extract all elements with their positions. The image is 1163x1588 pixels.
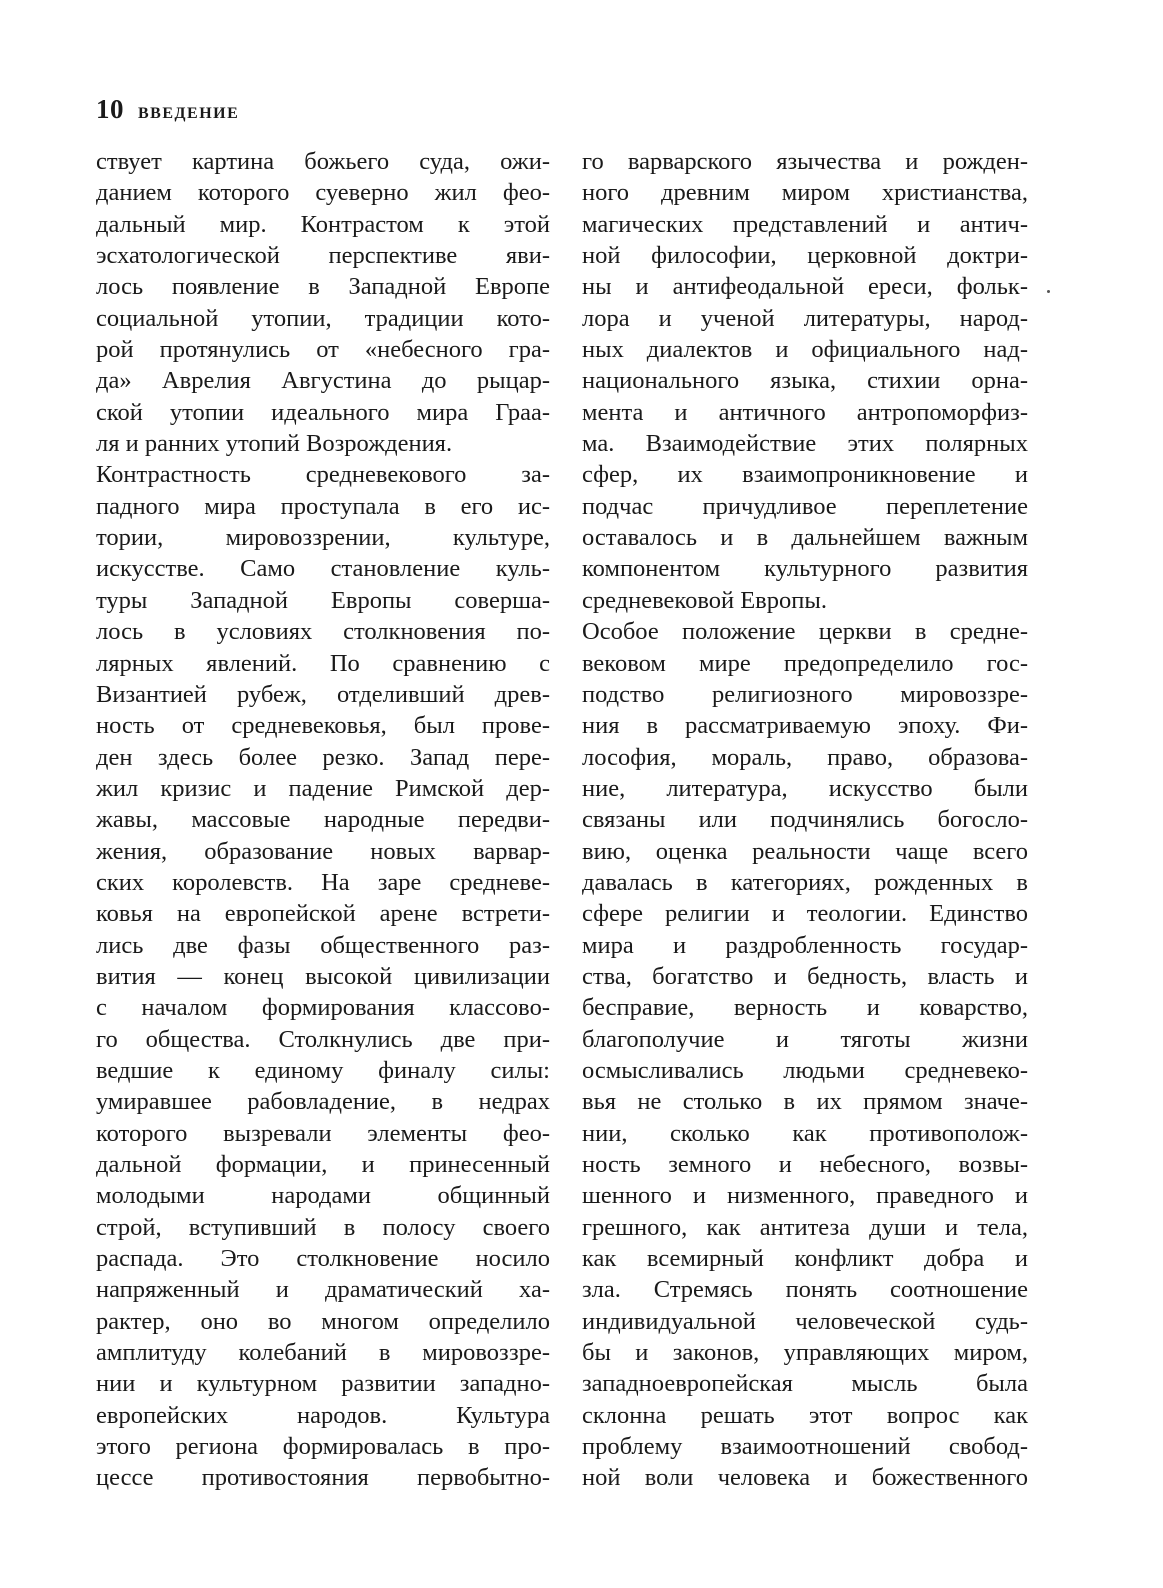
text-line: ских королевств. На заре средневе- <box>96 868 550 896</box>
text-line: искусстве. Само становление куль- <box>96 555 550 583</box>
left-text-column <box>96 146 550 1494</box>
text-line: с началом формирования классово- <box>96 994 550 1022</box>
text-line: склонна решать этот вопрос как <box>582 1401 1028 1429</box>
text-line: национального языка, стихии орна- <box>582 367 1028 395</box>
text-line: давалась в категориях, рожденных в <box>582 868 1028 896</box>
text-line: лись две фазы общественного раз- <box>96 931 550 959</box>
text-line: да» Аврелия Августина до рыцар- <box>96 367 550 395</box>
text-line: оставалось и в дальнейшем важным <box>582 524 1028 552</box>
text-line: ской утопии идеального мира Граа- <box>96 398 550 426</box>
text-line: бы и законов, управляющих миром, <box>582 1339 1028 1367</box>
text-line: ной воли человека и божественного <box>582 1464 1028 1492</box>
text-line: вья не столько в их прямом значе- <box>582 1088 1028 1116</box>
text-line: го общества. Столкнулись две при- <box>96 1025 550 1053</box>
text-line: го варварского язычества и рожден- <box>582 148 1028 175</box>
text-line: ден здесь более резко. Запад пере- <box>96 743 550 771</box>
text-line: ма. Взаимодействие этих полярных <box>582 430 1028 458</box>
text-line: бесправие, верность и коварство, <box>582 994 1028 1022</box>
text-line: Контрастность средневекового за- <box>96 461 550 489</box>
text-line: социальной утопии, традиции кото- <box>96 304 550 332</box>
text-line: вию, оценка реальности чаще всего <box>582 837 1028 865</box>
text-line: лось в условиях столкновения по- <box>96 618 550 646</box>
text-line: лось появление в Западной Европе <box>96 273 550 301</box>
text-line: ны и антифеодальной ереси, фольк- <box>582 273 1028 301</box>
text-line: нии и культурном развитии западно- <box>96 1370 550 1398</box>
text-line: шенного и низменного, праведного и <box>582 1182 1028 1210</box>
text-line: благополучие и тяготы жизни <box>582 1025 1028 1053</box>
text-line: амплитуду колебаний в мировоззре- <box>96 1339 550 1367</box>
text-line: строй, вступивший в полосу своего <box>96 1213 550 1241</box>
text-line: как всемирный конфликт добра и <box>582 1245 1028 1273</box>
text-line: связаны или подчинялись богосло- <box>582 806 1028 834</box>
text-line: тории, мировоззрении, культуре, <box>96 524 550 552</box>
text-line: ного древним миром христианства, <box>582 179 1028 207</box>
text-line: компонентом культурного развития <box>582 555 1028 583</box>
text-line: напряженный и драматический ха- <box>96 1276 550 1304</box>
text-line: подчас причудливое переплетение <box>582 492 1028 520</box>
text-line: ля и ранних утопий Возрождения. <box>96 430 453 458</box>
text-line: ства, богатство и бедность, власть и <box>582 962 1028 990</box>
text-line: ния в рассматриваемую эпоху. Фи- <box>582 712 1028 740</box>
text-line: рой протянулись от «небесного гра- <box>96 336 550 364</box>
text-line: магических представлений и антич- <box>582 210 1028 238</box>
page-number: 10 <box>96 94 124 124</box>
text-line: ность от средневековья, был прове- <box>96 712 550 740</box>
text-line: лора и ученой литературы, народ- <box>582 304 1028 332</box>
text-line: жил кризис и падение Римской дер- <box>96 774 550 802</box>
text-line: средневековой Европы. <box>582 586 827 614</box>
text-line: умиравшее рабовладение, в недрах <box>96 1088 550 1116</box>
text-line: этого региона формировалась в про- <box>96 1433 550 1461</box>
text-line: индивидуальной человеческой судь- <box>582 1307 1028 1335</box>
text-line: туры Западной Европы соверша- <box>96 586 550 614</box>
text-line: лярных явлений. По сравнению с <box>96 649 550 677</box>
text-line: мира и раздробленность государ- <box>582 931 1028 959</box>
text-line: подство религиозного мировоззре- <box>582 680 1028 708</box>
text-line: ведшие к единому финалу силы: <box>96 1056 550 1084</box>
section-title: ВВЕДЕНИЕ <box>138 105 240 122</box>
text-line: ствует картина божьего суда, ожи- <box>96 148 550 175</box>
text-line: ность земного и небесного, возвы- <box>582 1151 1028 1178</box>
text-line: цессе противостояния первобытно- <box>96 1464 550 1492</box>
text-line: ковья на европейской арене встрети- <box>96 900 550 928</box>
text-line: жения, образование новых варвар- <box>96 837 550 865</box>
text-line: зла. Стремясь понять соотношение <box>582 1276 1028 1304</box>
running-head <box>96 94 239 128</box>
text-line: нии, сколько как противополож- <box>582 1119 1028 1147</box>
text-line: европейских народов. Культура <box>96 1401 550 1429</box>
text-line: ние, литература, искусство были <box>582 774 1028 802</box>
text-line: рактер, оно во многом определило <box>96 1307 550 1335</box>
text-line: проблему взаимоотношений свобод- <box>582 1433 1028 1461</box>
text-line: западноевропейская мысль была <box>582 1370 1028 1398</box>
text-line: вития — конец высокой цивилизации <box>96 962 550 990</box>
right-text-column <box>582 146 1028 1494</box>
text-line: сфере религии и теологии. Единство <box>582 900 1028 928</box>
text-line: падного мира проступала в его ис- <box>96 492 550 520</box>
text-line: дальной формации, и принесенный <box>96 1151 550 1178</box>
scan-speck <box>1047 290 1050 293</box>
text-line: лософия, мораль, право, образова- <box>582 743 1028 771</box>
text-line: молодыми народами общинный <box>96 1182 550 1210</box>
text-line: Особое положение церкви в средне- <box>582 618 1028 646</box>
text-line: грешного, как антитеза души и тела, <box>582 1213 1028 1241</box>
text-line: сфер, их взаимопроникновение и <box>582 461 1028 489</box>
text-line: данием которого суеверно жил фео- <box>96 179 550 207</box>
text-line: осмысливались людьми средневеко- <box>582 1056 1028 1084</box>
text-line: эсхатологической перспективе яви- <box>96 242 550 270</box>
text-line: мента и античного антропоморфиз- <box>582 398 1028 426</box>
text-line: жавы, массовые народные передви- <box>96 806 550 834</box>
text-line: которого вызревали элементы фео- <box>96 1119 550 1147</box>
text-line: дальный мир. Контрастом к этой <box>96 210 550 238</box>
text-line: вековом мире предопределило гос- <box>582 649 1028 677</box>
text-line: распада. Это столкновение носило <box>96 1245 550 1273</box>
text-line: Византией рубеж, отделивший древ- <box>96 680 550 708</box>
text-line: ных диалектов и официального над- <box>582 336 1028 364</box>
text-line: ной философии, церковной доктри- <box>582 242 1028 270</box>
